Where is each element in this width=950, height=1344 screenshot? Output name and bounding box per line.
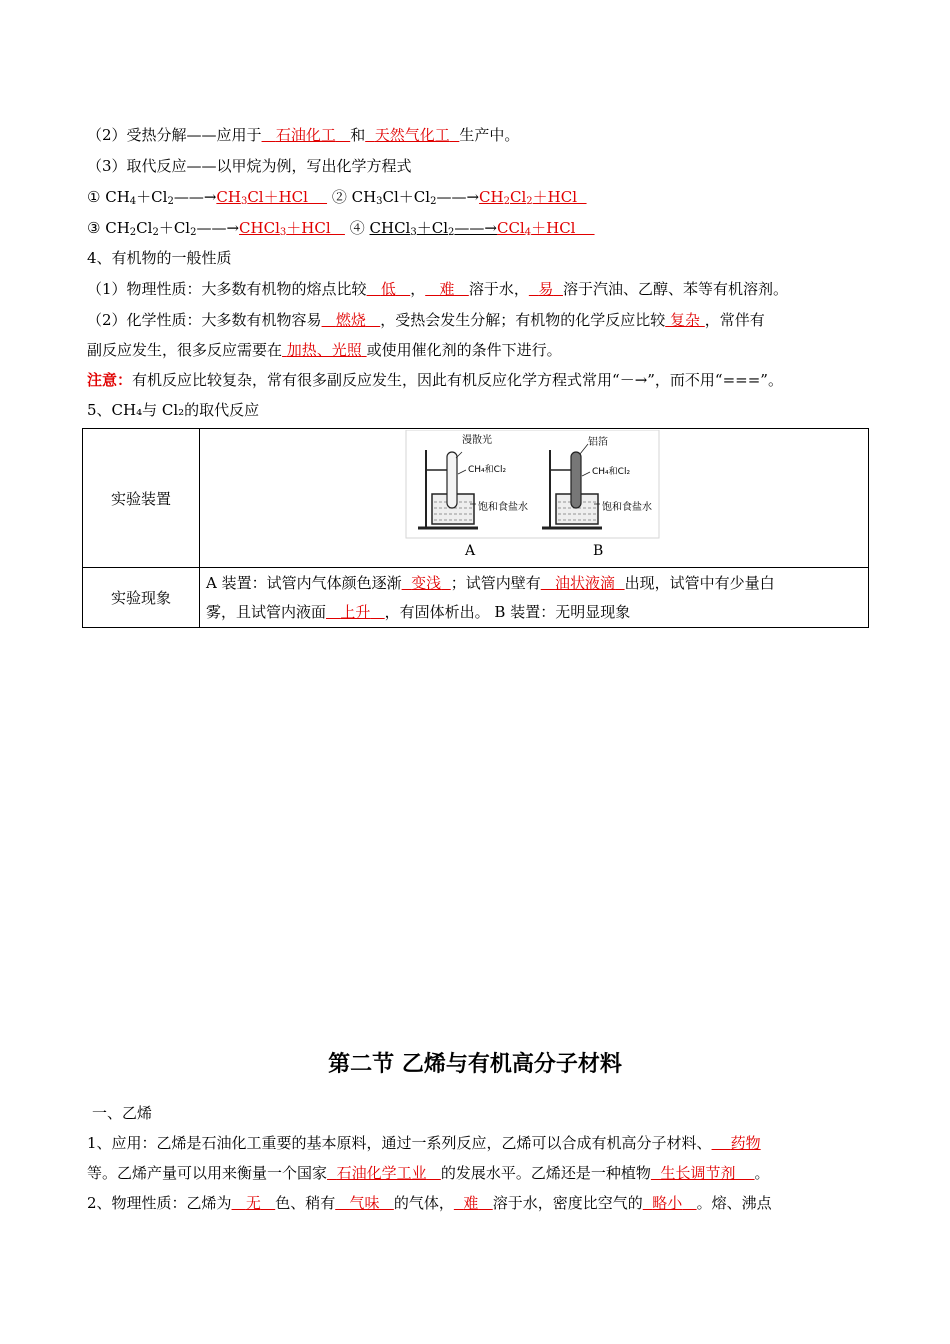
equation-answer: $CH_2Cl_2+HCl$ — [479, 188, 587, 207]
application-line-2: 等。乙烯产量可以用来衡量一个国家 石油化学工业 的发展水平。乙烯还是一种植物 生长调节剂 。 — [87, 1164, 770, 1182]
equation-line-2: ③ $CH_2Cl_2+Cl_2——\to CHCl_3+HCl$ ④ $CHCl_3+Cl_2——\to CCl_4+HCl$ — [87, 219, 595, 238]
substitution-intro: （3）取代反应——以甲烷为例，写出化学方程式 — [87, 157, 412, 175]
experiment-table — [82, 428, 869, 628]
equation-answer: $CH_3Cl+HCl$ — [216, 188, 328, 207]
phenomenon-cell: A 装置：试管内气体颜色逐渐 变浅 ；试管内壁有 油状液滴 出现，试管中有少量白 雾，且试管内液面 上升 ，有固体析出。 B 装置：无明显现象 — [200, 568, 869, 628]
physical-properties-line: （1）物理性质：大多数有机物的熔点比较 低 ， 难 溶于水， 易 溶于汽油、乙醇、苯等有机溶剂。 — [87, 280, 788, 298]
equation-answer: CCl$_4$＋HCl — [496, 219, 595, 238]
caption-a: A — [465, 542, 476, 559]
answer-blank: 加热、光照 — [286, 341, 362, 359]
answer-blank: 药物 — [730, 1134, 761, 1152]
answer-blank: 生长调节剂 — [660, 1164, 736, 1182]
answer-blank: 油状液滴 — [555, 573, 616, 592]
caption-b: B — [593, 542, 604, 559]
label-aluminum-foil: 铝箔 — [588, 436, 608, 448]
answer-blank: 上升 — [340, 602, 371, 621]
note-line: 注意：有机反应比较复杂，常有很多副反应发生，因此有机反应化学方程式常用“－→”，而不用“===”。 — [87, 371, 783, 389]
answer-blank: 石油化学工业 — [336, 1164, 427, 1182]
answer-blank: 燃烧 — [335, 311, 366, 329]
label-gas-a: CH₄和Cl₂ — [468, 464, 507, 475]
ethylene-subtitle: 一、乙烯 — [92, 1104, 153, 1122]
answer-blank: 低 — [380, 280, 396, 298]
label-brine-b: 饱和食盐水 — [602, 501, 652, 513]
decomposition-line: （2）受热分解——应用于 石油化工 和 天然气化工 生产中。 — [87, 126, 520, 144]
answer-blank: 略小 — [652, 1194, 683, 1212]
apparatus-label: 实验装置 — [83, 429, 200, 568]
answer-blank: 天然气化工 — [374, 126, 450, 144]
answer-blank: 难 — [463, 1194, 479, 1212]
chemical-properties-line: （2）化学性质：大多数有机物容易 燃烧 ，受热会发生分解；有机物的化学反应比较 复杂 ，常伴有 — [87, 311, 765, 329]
answer-blank: 无 — [245, 1194, 261, 1212]
apparatus-diagram — [200, 430, 868, 567]
application-line: 1、应用：乙烯是石油化工重要的基本原料，通过一系列反应，乙烯可以合成有机高分子材料、 药物 — [87, 1134, 761, 1152]
answer-blank: 石油化工 — [275, 126, 336, 144]
answer-blank: 变浅 — [411, 573, 442, 592]
answer-blank: 易 — [538, 280, 554, 298]
answer-blank: 复杂 — [669, 311, 700, 329]
answer-blank: 气味 — [349, 1194, 380, 1212]
phenomenon-label: 实验现象 — [83, 568, 200, 628]
section-heading: 第二节 乙烯与有机高分子材料 — [328, 1052, 622, 1077]
equation-line-1: ① $CH_4+Cl_2——\to CH_3Cl+HCl$ ② $CH_3Cl+Cl_2——\to CH_2Cl_2+HCl$ — [87, 188, 587, 207]
label-brine-a: 饱和食盐水 — [478, 501, 528, 513]
equation-answer: CHCl$_3$＋HCl — [239, 219, 345, 238]
apparatus-cell — [200, 429, 869, 568]
organic-properties-title: 4、有机物的一般性质 — [87, 249, 232, 267]
label-diffuse-light: 漫散光 — [462, 434, 492, 446]
ch4-reaction-title: 5、CH₄与 Cl₂的取代反应 — [87, 401, 260, 419]
label-gas-b: CH₄和Cl₂ — [592, 466, 631, 477]
chemical-properties-line-2: 副反应发生，很多反应需要在 加热、光照 或使用催化剂的条件下进行。 — [87, 341, 562, 359]
answer-blank: 难 — [439, 280, 455, 298]
ethylene-physical-line: 2、物理性质：乙烯为 无 色、稍有 气味 的气体， 难 溶于水，密度比空气的 略小 。熔、沸点 — [87, 1194, 772, 1212]
